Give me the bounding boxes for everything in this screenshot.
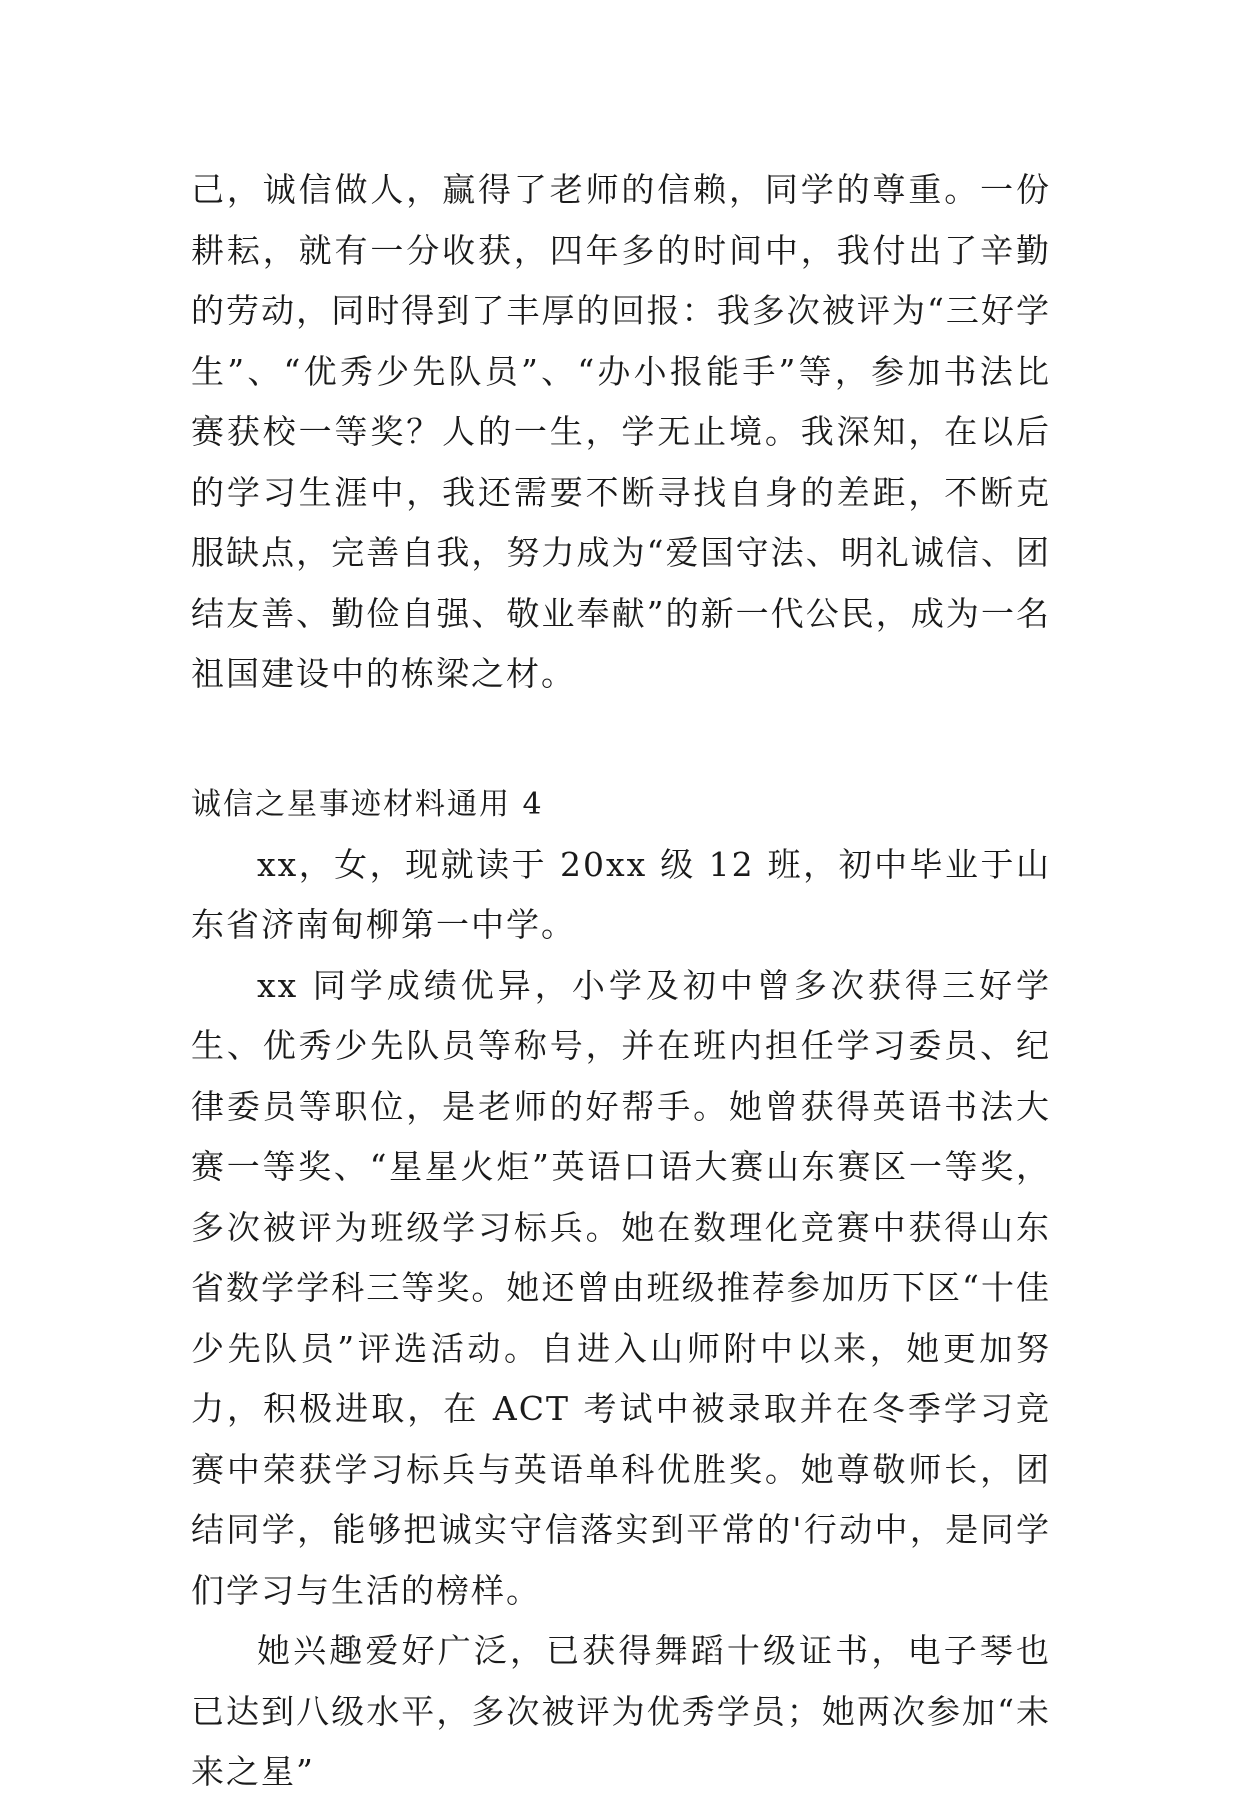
paragraph-intro: xx，女，现就读于 20xx 级 12 班，初中毕业于山东省济南甸柳第一中学。: [191, 844, 1051, 944]
continuation-paragraph: 己，诚信做人，赢得了老师的信赖，同学的尊重。一份耕耘，就有一分收获，四年多的时间中，我付出了辛勤的劳动，同时得到了丰厚的回报：我多次被评为“三好学生”、“优秀少先队员”、“办小报能手”等，参加书法比赛获校一等奖？人的一生，学无止境。我深知，在以后的学习生涯中，我还需要不断寻找自身的差距，不断克服缺点，完善自我，努力成为“爱国守法、明礼诚信、团结友善、勤俭自强、敬业奉献”的新一代公民，成为一名祖国建设中的栋梁之材。: [191, 170, 1051, 693]
paragraph-achievements: xx 同学成绩优异，小学及初中曾多次获得三好学生、优秀少先队员等称号，并在班内担任学习委员、纪律委员等职位，是老师的好帮手。她曾获得英语书法大赛一等奖、“星星火炬”英语口语大赛山东赛区一等奖，多次被评为班级学习标兵。她在数理化竞赛中获得山东省数学学科三等奖。她还曾由班级推荐参加历下区“十佳少先队员”评选活动。自进入山师附中以来，她更加努力，积极进取，在 ACT 考试中被录取并在冬季学习竞赛中荣获学习标兵与英语单科优胜奖。她尊敬师长，团结同学，能够把诚实守信落实到平常的'行动中，是同学们学习与生活的榜样。: [191, 965, 1051, 1610]
paragraph-hobbies: 她兴趣爱好广泛，已获得舞蹈十级证书，电子琴也已达到八级水平，多次被评为优秀学员；她两次参加“未来之星”: [191, 1631, 1051, 1791]
document-body: [191, 160, 1051, 1803]
section-title: 诚信之星事迹材料通用 4: [191, 786, 544, 822]
